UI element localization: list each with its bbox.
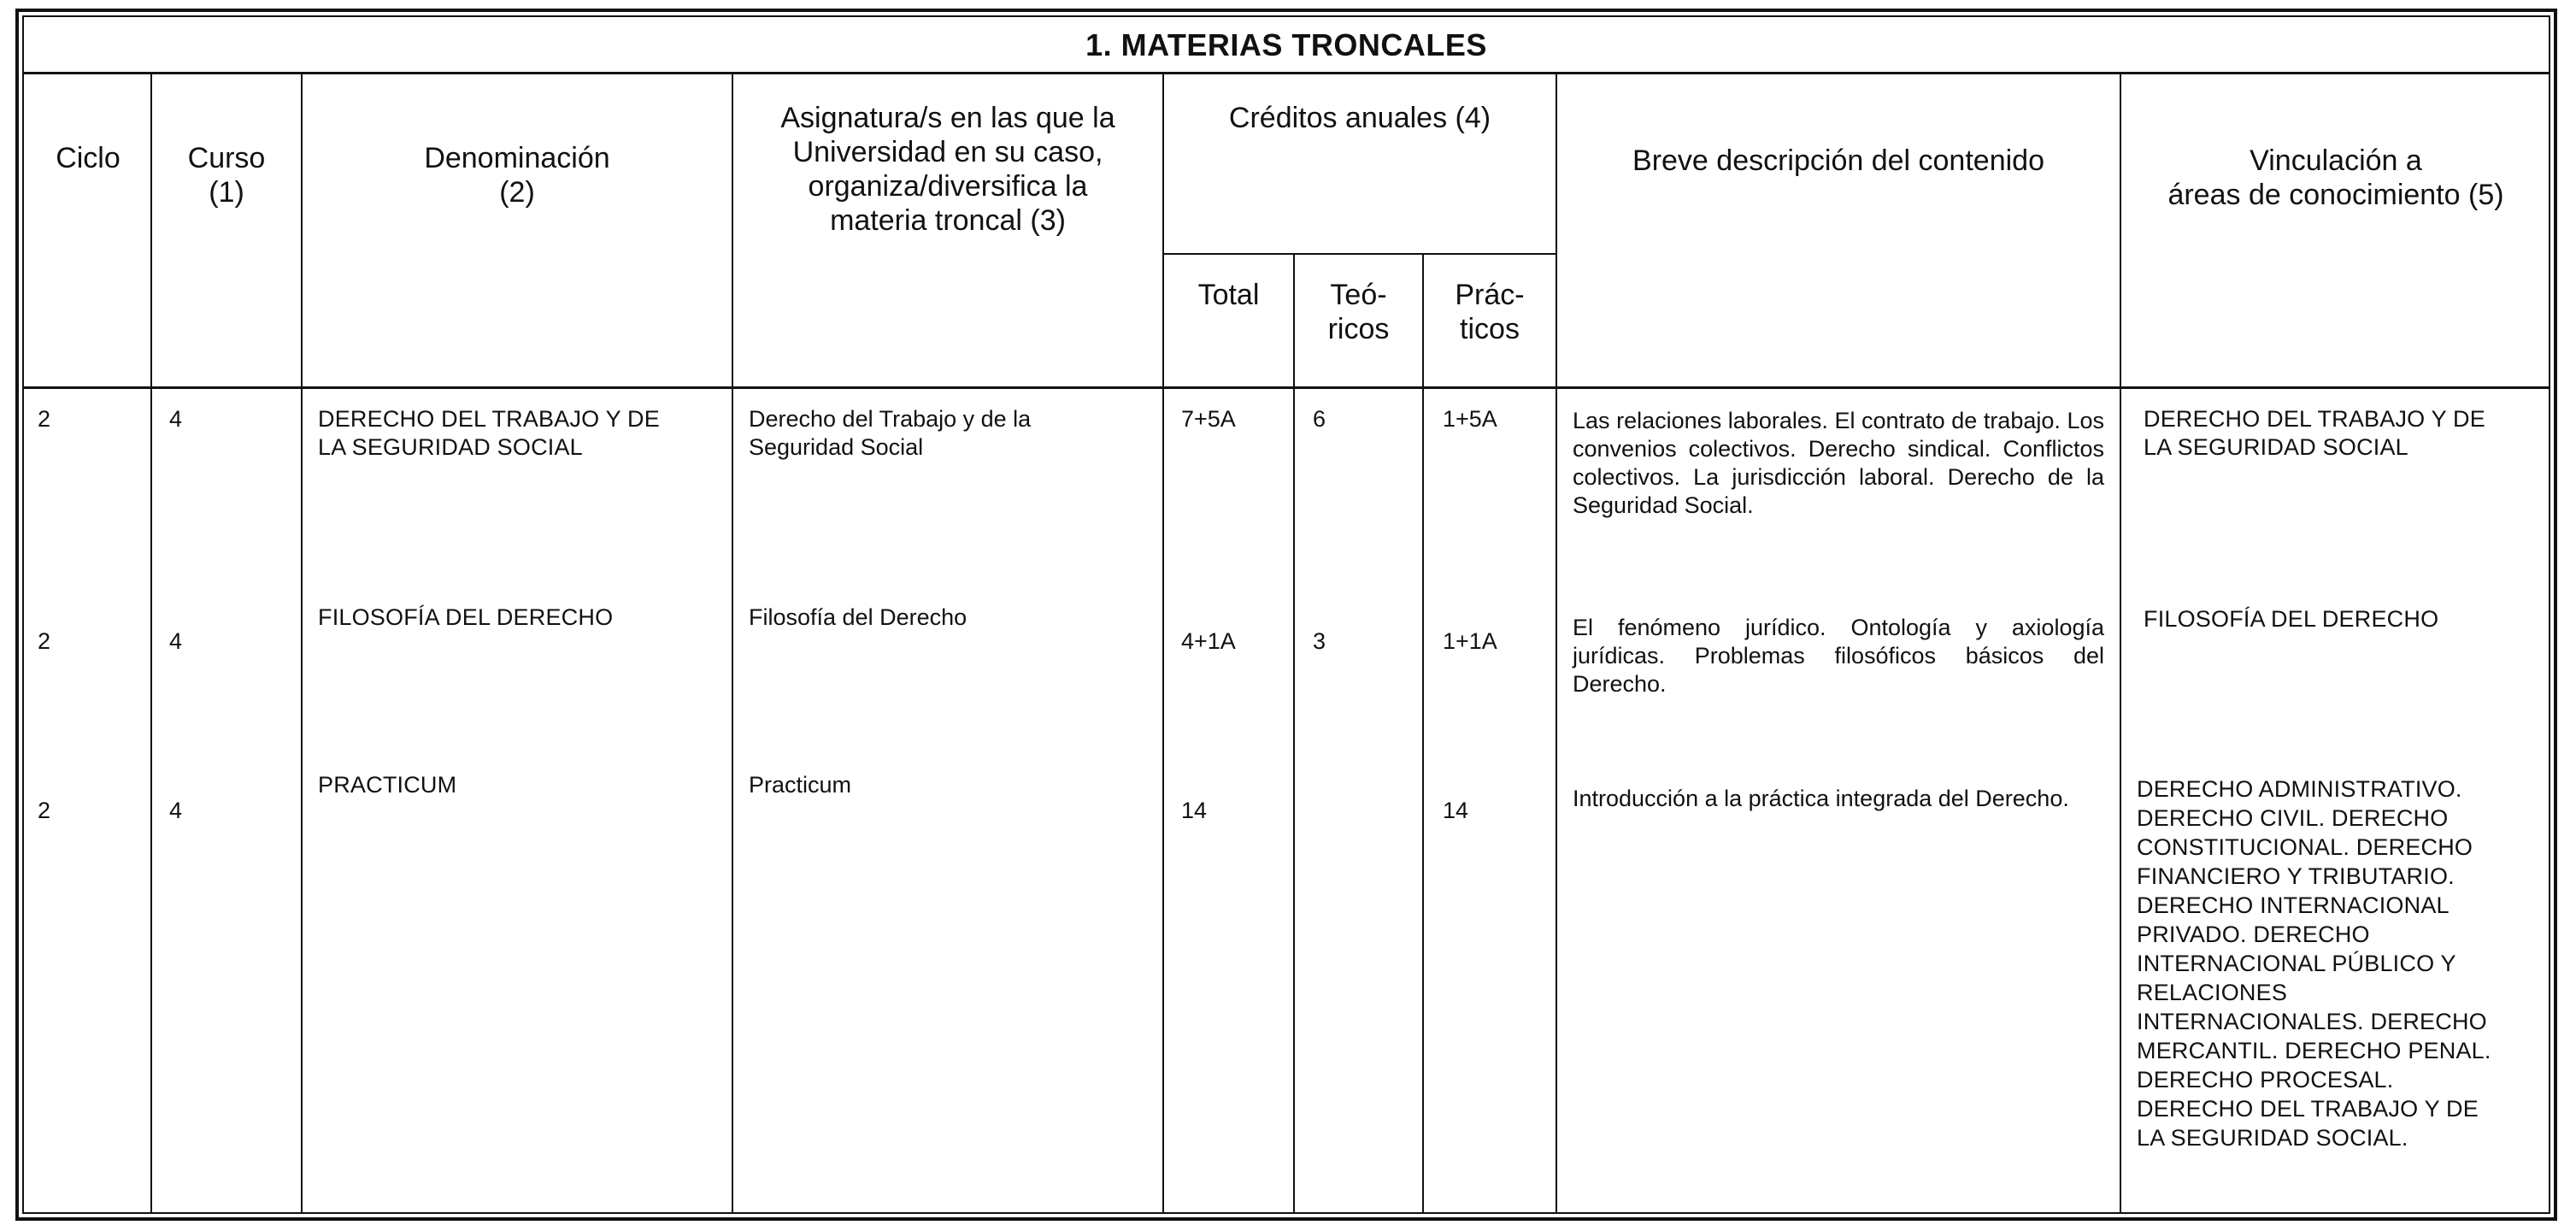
- col-divider-1: [150, 74, 152, 1214]
- row-3-asignatura: Practicum: [749, 772, 852, 798]
- col-divider-2: [301, 74, 303, 1214]
- col-divider-8: [2120, 74, 2121, 1214]
- row-3-descripcion: Introducción a la práctica integrada del Derecho.: [1573, 786, 2069, 811]
- row-2-vinculacion: FILOSOFÍA DEL DERECHO: [2144, 606, 2439, 632]
- col-divider-3: [732, 74, 733, 1214]
- header-ciclo: Ciclo: [56, 142, 121, 174]
- row-1-descripcion: Las relaciones laborales. El contrato de trabajo. Los convenios colectivos. Derecho sindical. Conflictos colectivos. La jurisdicción laboral. Derecho de la Seguridad Social.: [1573, 408, 2104, 518]
- row-3-total: 14: [1181, 798, 1208, 823]
- row-2-total: 4+1A: [1181, 628, 1236, 654]
- col-divider-6: [1422, 255, 1424, 1214]
- row-3-ciclo: 2: [38, 798, 51, 823]
- row-2-asignatura: Filosofía del Derecho: [749, 604, 967, 630]
- header-asignatura: Asignatura/s en las que la Universidad en su caso, organiza/diversifica la materia troncal (3): [780, 102, 1115, 237]
- title-divider: [22, 72, 2550, 74]
- row-2-denominacion: FILOSOFÍA DEL DERECHO: [318, 604, 614, 630]
- col-divider-7: [1556, 74, 1557, 1214]
- header-creditos: Créditos anuales (4): [1228, 102, 1491, 134]
- row-2-teoricos: 3: [1313, 628, 1326, 654]
- header-total: Total: [1197, 279, 1260, 311]
- row-1-curso: 4: [169, 406, 183, 432]
- row-1-ciclo: 2: [38, 406, 51, 432]
- row-2-practicos: 1+1A: [1443, 628, 1497, 654]
- row-3-practicos: 14: [1443, 798, 1469, 823]
- row-3-denominacion: PRACTICUM: [318, 772, 457, 798]
- col-divider-5: [1293, 255, 1295, 1214]
- row-3-curso: 4: [169, 798, 183, 823]
- header-teoricos: Teó- ricos: [1327, 279, 1390, 345]
- table-title: 1. MATERIAS TRONCALES: [1085, 27, 1487, 62]
- row-1-vinculacion: DERECHO DEL TRABAJO Y DE LA SEGURIDAD SOCIAL: [2144, 406, 2485, 460]
- row-2-curso: 4: [169, 628, 183, 654]
- header-practicos: Prác- ticos: [1455, 279, 1525, 345]
- row-2-descripcion: El fenómeno jurídico. Ontología y axiología jurídicas. Problemas filosóficos básicos del Derecho.: [1573, 615, 2104, 697]
- row-1-denominacion: DERECHO DEL TRABAJO Y DE LA SEGURIDAD SOCIAL: [318, 406, 660, 460]
- creditos-subheader-divider: [1162, 253, 1557, 255]
- header-bottom-divider: [22, 386, 2550, 389]
- header-descripcion: Breve descripción del contenido: [1632, 144, 2044, 177]
- row-1-total: 7+5A: [1181, 406, 1236, 432]
- header-curso: Curso (1): [187, 142, 266, 209]
- header-vinculacion: Vinculación a áreas de conocimiento (5): [2167, 144, 2504, 211]
- header-denominacion: Denominación (2): [424, 142, 610, 209]
- row-1-teoricos: 6: [1313, 406, 1326, 432]
- row-1-practicos: 1+5A: [1443, 406, 1497, 432]
- row-3-vinculacion: DERECHO ADMINISTRATIVO. DERECHO CIVIL. DERECHO CONSTITUCIONAL. DERECHO FINANCIERO Y TRIBUTARIO. DERECHO INTERNACIONAL PRIVADO. DERECHO INTERNACIONAL PÚBLICO Y RELACIONES INTERNACIONALES. DERECHO MERCANTIL. DERECHO PENAL. DERECHO PROCESAL. DERECHO DEL TRABAJO Y DE LA SEGURIDAD SOCIAL.: [2137, 776, 2491, 1151]
- row-1-asignatura: Derecho del Trabajo y de la Seguridad Social: [749, 406, 1032, 460]
- row-2-ciclo: 2: [38, 628, 51, 654]
- col-divider-4: [1162, 74, 1164, 1214]
